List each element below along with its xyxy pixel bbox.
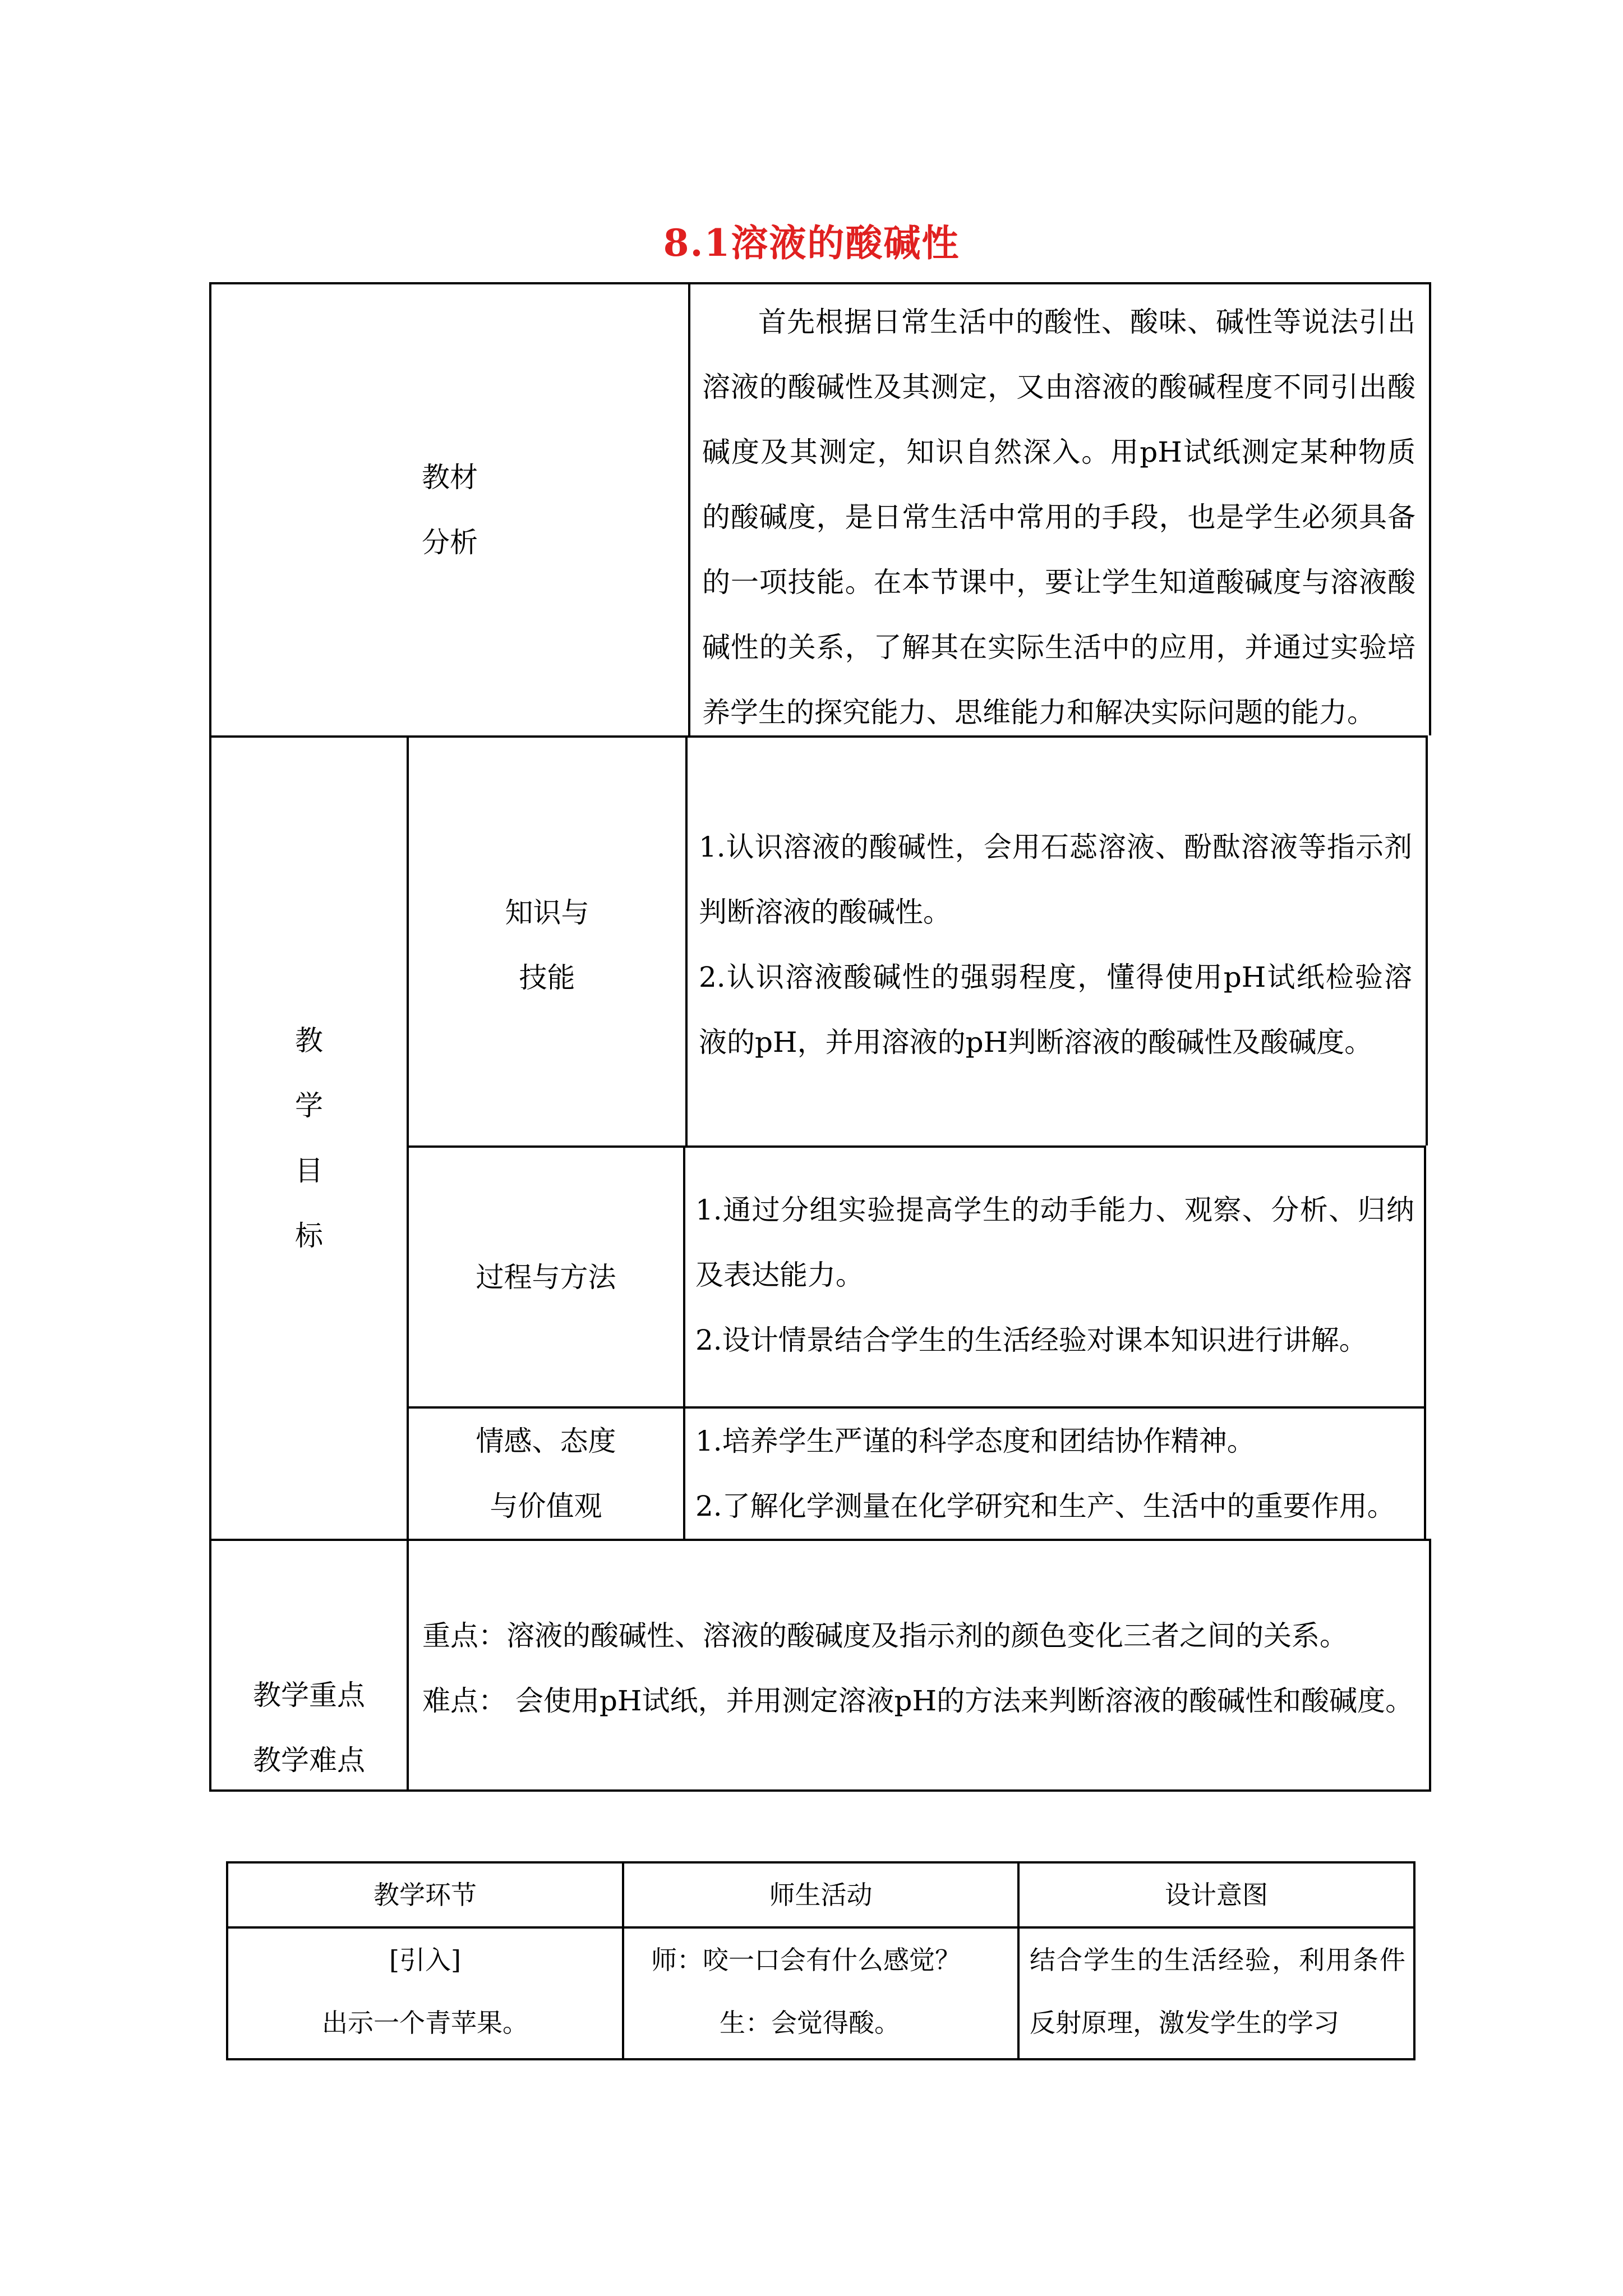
key-points-content	[422, 1603, 1426, 1733]
activity-cell: 师：咬一口会有什么感觉？ 生：会觉得酸。	[651, 1945, 961, 2038]
header-design-intent: 设计意图	[1165, 1880, 1268, 1910]
knowledge-skills-content: 1.认识溶液的酸碱性，会用石蕊溶液、酚酞溶液等指示剂判断溶液的酸碱性。 2.认识溶液酸碱性的强弱程度，懂得使用pH试纸检验溶液的pH，并用溶液的pH判断溶液的酸碱性及酸碱度。	[699, 831, 1412, 1059]
difficult-point: 难点： 会使用pH试纸，并用测定溶液pH的方法来判断溶液的酸碱性和酸碱度。	[422, 1685, 1414, 1717]
header-teacher-student-activity: 师生活动	[769, 1880, 873, 1910]
emotion-values-label: 情感、态度 与价值观	[476, 1425, 616, 1522]
stage-cell: [引入] 出示一个青苹果。	[322, 1945, 528, 2038]
intent-cell: 结合学生的生活经验，利用条件反射原理，激发学生的学习	[1030, 1945, 1405, 2038]
emotion-values-content: 1.培养学生严谨的科学态度和团结协作精神。 2.了解化学测量在化学研究和生产、生活中的重要作用。	[695, 1425, 1395, 1522]
key-points-label: 教学重点 教学难点	[253, 1679, 365, 1777]
key-point: 重点：溶液的酸碱性、溶液的酸碱度及指示剂的颜色变化三者之间的关系。	[422, 1619, 1348, 1652]
process-methods-content: 1.通过分组实验提高学生的动手能力、观察、分析、归纳及表达能力。 2.设计情景结合学生的生活经验对课本知识进行讲解。	[695, 1194, 1414, 1356]
header-teaching-stage: 教学环节	[374, 1880, 477, 1910]
teaching-objectives-label: 教 学 目 标	[295, 1024, 323, 1252]
page-title: 8.1溶液的酸碱性	[663, 221, 960, 265]
process-methods-label: 过程与方法	[476, 1260, 616, 1294]
material-analysis-label: 教材 分析	[422, 461, 478, 559]
knowledge-skills-label: 知识与 技能	[505, 896, 589, 994]
material-analysis-text: 首先根据日常生活中的酸性、酸味、碱性等说法引出溶液的酸碱性及其测定，又由溶液的酸碱程度不同引出酸碱度及其测定，知识自然深入。用pH试纸测定某种物质的酸碱度，是日常生活中常用的手段，也是学生必须具备的一项技能。在本节课中，要让学生知道酸碱度与溶液酸碱性的关系，了解其在实际生活中的应用，并通过实验培养学生的探究能力、思维能力和解决实际问题的能力。	[702, 306, 1415, 729]
